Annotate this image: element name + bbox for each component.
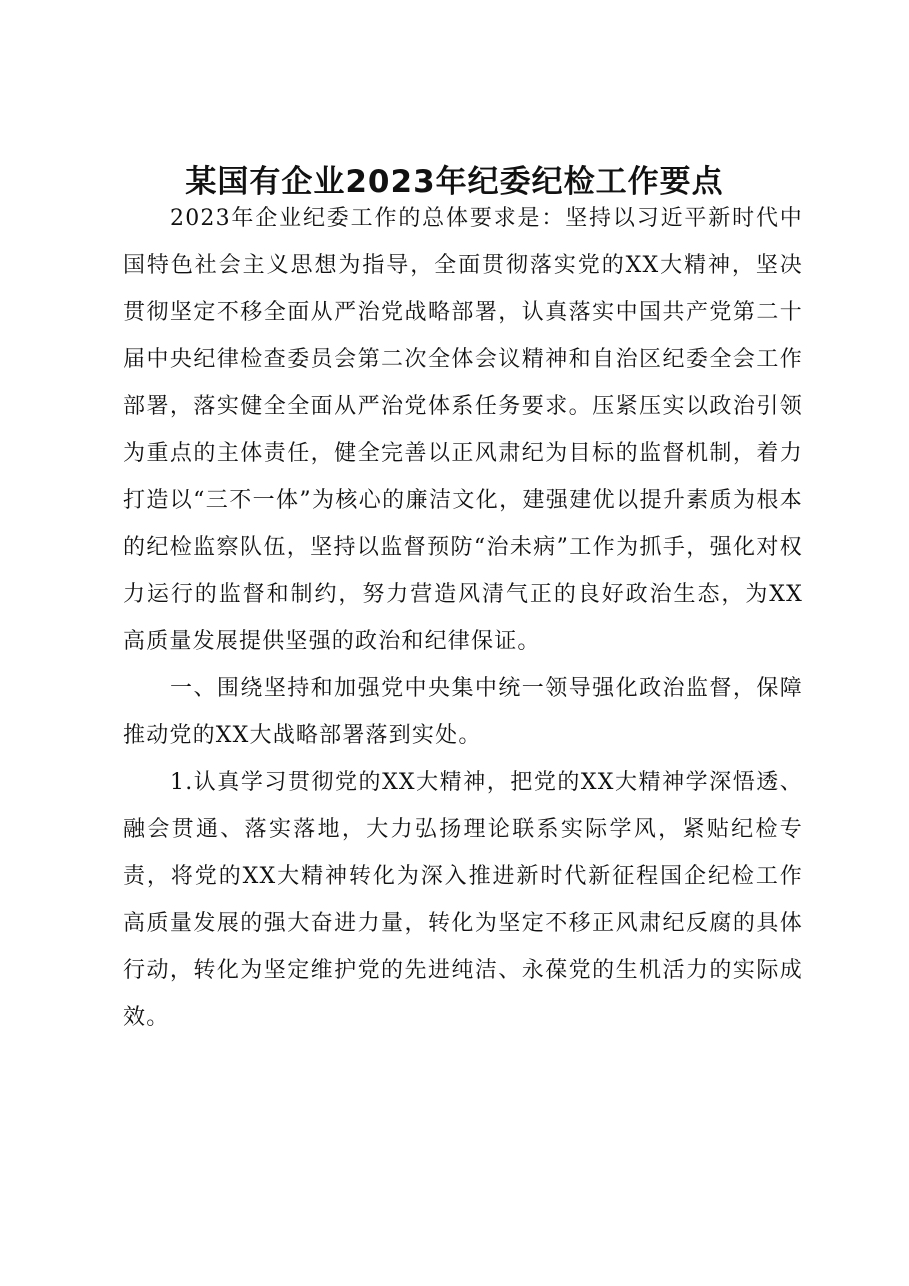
page-title: 某国有企业2023年纪委纪检工作要点: [185, 164, 724, 200]
paragraph-general-requirements: 2023年企业纪委工作的总体要求是：坚持以习近平新时代中国特色社会主义思想为指导，全面贯彻落实党的XX大精神，坚决贯彻坚定不移全面从严治党战略部署，认真落实中国共产党第二十届中央纪律检查委员会第二次全体会议精神和自治区纪委全会工作部署，落实健全全面从严治党体系任务要求。压紧压实以政治引领为重点的主体责任，健全完善以正风肃纪为目标的监督机制，着力打造以“三不一体”为核心的廉洁文化，建强建优以提升素质为根本的纪检监察队伍，坚持以监督预防“治未病”工作为抓手，强化对权力运行的监督和制约，努力营造风清气正的良好政治生态，为XX高质量发展提供坚强的政治和纪律保证。: [123, 206, 803, 654]
document-body: [123, 195, 803, 1041]
paragraph-section-one-heading: 一、围绕坚持和加强党中央集中统一领导强化政治监督，保障推动党的XX大战略部署落到实处。: [123, 676, 803, 748]
paragraph-item-one: 1.认真学习贯彻党的XX大精神，把党的XX大精神学深悟透、融会贯通、落实落地，大力弘扬理论联系实际学风，紧贴纪检专责，将党的XX大精神转化为深入推进新时代新征程国企纪检工作高质量发展的强大奋进力量，转化为坚定不移正风肃纪反腐的具体行动，转化为坚定维护党的先进纯洁、永葆党的生机活力的实际成效。: [123, 770, 803, 1030]
